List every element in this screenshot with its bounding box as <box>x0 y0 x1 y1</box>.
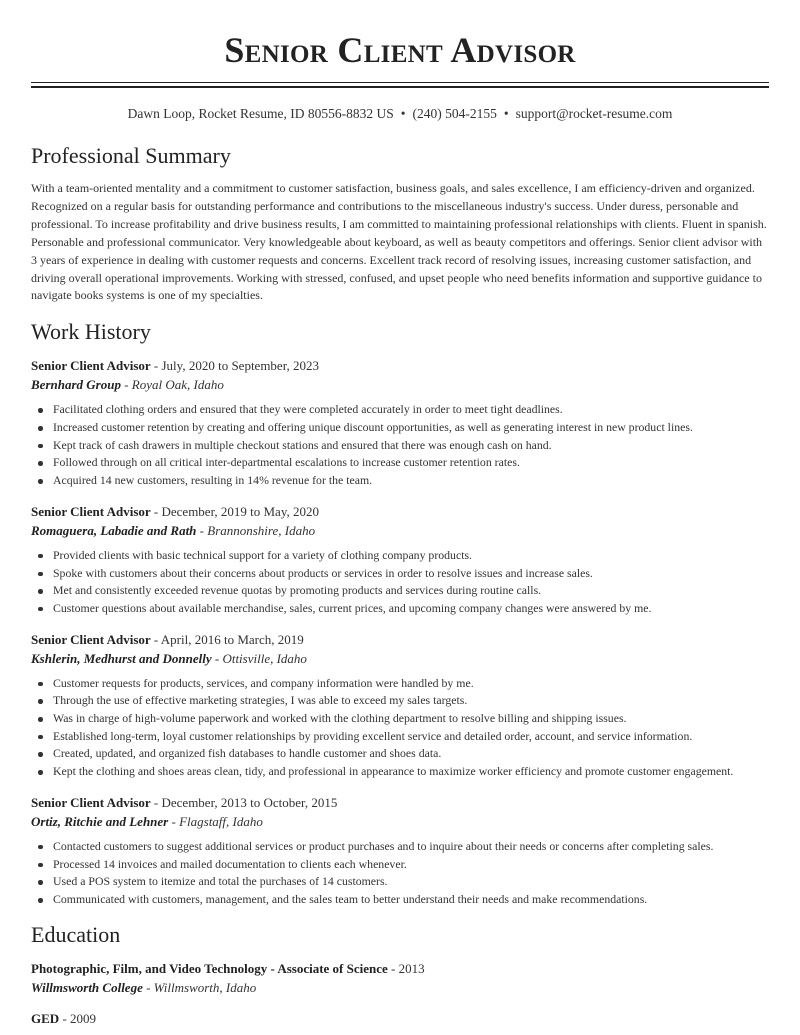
job-company: Ortiz, Ritchie and Lehner <box>31 813 169 829</box>
job-bullet-item: Processed 14 invoices and mailed documentation to clients each whenever. <box>53 856 769 874</box>
job-title: Senior Client Advisor <box>31 794 151 810</box>
job-bullets <box>31 547 769 618</box>
education-degree: GED <box>31 1010 60 1026</box>
education-location: - Willmsworth, Idaho <box>142 979 257 995</box>
job-employer <box>31 812 769 831</box>
job-bullet-item: Increased customer retention by creating and offering unique discount opportunities, as well as generating interest in new product lines. <box>53 419 769 437</box>
job-dates: - December, 2013 to October, 2015 <box>150 794 338 810</box>
job-header <box>31 630 769 649</box>
work-history-list <box>31 356 769 908</box>
resume-name-title: Senior Client Advisor <box>224 30 576 70</box>
job-bullet-item: Kept the clothing and shoes areas clean, tidy, and professional in appearance to maximize worker efficiency and promote customer engagement. <box>53 763 769 781</box>
job-dates: - April, 2016 to March, 2019 <box>150 631 304 647</box>
job-title: Senior Client Advisor <box>31 358 151 374</box>
job-header <box>31 356 769 375</box>
education-degree: Photographic, Film, and Video Technology - Associate of Science <box>31 960 388 976</box>
contact-address: Dawn Loop, Rocket Resume, ID 80556-8832 US <box>127 106 394 121</box>
education-school: Willmsworth College <box>31 979 143 995</box>
header-rule-thin <box>31 82 769 83</box>
section-title-summary: Professional Summary <box>31 143 231 168</box>
job-bullet-item: Customer requests for products, services, and company information were handled by me. <box>53 675 769 693</box>
job-entry <box>31 502 769 618</box>
contact-separator: • <box>503 106 509 121</box>
job-dates: - December, 2019 to May, 2020 <box>150 503 319 519</box>
job-bullets <box>31 838 769 909</box>
job-title: Senior Client Advisor <box>31 631 151 647</box>
job-bullet-item: Followed through on all critical inter-departmental escalations to increase customer retention rates. <box>53 454 769 472</box>
job-entry <box>31 356 769 490</box>
job-bullets <box>31 675 769 781</box>
job-dates: - July, 2020 to September, 2023 <box>150 358 320 374</box>
job-company: Bernhard Group <box>31 377 121 393</box>
job-entry <box>31 793 769 909</box>
job-employer <box>31 521 769 540</box>
header-rule-thick <box>31 86 769 88</box>
job-bullet-item: Customer questions about available merchandise, sales, current prices, and upcoming company changes were answered by me. <box>53 600 769 618</box>
contact-phone: (240) 504-2155 <box>412 106 497 121</box>
section-title-education: Education <box>31 921 121 947</box>
contact-line <box>0 104 800 124</box>
job-bullet-item: Was in charge of high-volume paperwork and worked with the clothing department to resolve billing and shipping issues. <box>53 710 769 728</box>
contact-email: support@rocket-resume.com <box>515 106 673 121</box>
job-bullet-item: Through the use of effective marketing strategies, I was able to exceed my sales targets. <box>53 692 769 710</box>
job-bullet-item: Provided clients with basic technical support for a variety of clothing company products. <box>53 547 769 565</box>
job-bullet-item: Contacted customers to suggest additional services or product purchases and to inquire about their needs or concerns after completing sales. <box>53 838 769 856</box>
education-year: - 2013 <box>387 960 425 976</box>
education-list <box>31 959 769 1028</box>
job-bullet-item: Used a POS system to itemize and total the purchases of 14 customers. <box>53 873 769 891</box>
education-header <box>31 959 769 978</box>
job-bullet-item: Spoke with customers about their concerns about products or services in order to resolve issues and increase sales. <box>53 565 769 583</box>
job-bullet-item: Kept track of cash drawers in multiple checkout stations and ensured that there was enough cash on hand. <box>53 437 769 455</box>
education-header <box>31 1009 769 1028</box>
summary-text: With a team-oriented mentality and a commitment to customer satisfaction, business goals, and sales excellence, I am efficiency-driven and organized. Recognized on a regular basis for outstanding performance and contributions to the miscellaneous industry's success. Under duress, personable and professional. To increase profitability and drive business results, I am committed to maintaining professional relationships with clients. Fluent in spanish. Personable and professional communicator. Very knowledgeable about keyboard, as well as beauty competitors and offerings. Senior client advisor with 3 years of experience in dealing with customer requests and concerns. Excellent track record of resolving issues, increasing customer satisfaction, and driving overall operational improvements. Working with stressed, confused, and upset people who need benefits information and supportive guidance to navigate books systems is one of my specialties. <box>31 181 767 303</box>
education-year: - 2009 <box>59 1010 97 1026</box>
education-entry <box>31 959 769 997</box>
job-employer <box>31 375 769 394</box>
resume-content <box>31 142 769 1035</box>
job-title: Senior Client Advisor <box>31 503 151 519</box>
job-entry <box>31 630 769 781</box>
job-bullet-item: Established long-term, loyal customer relationships by providing excellent service and detailed order, account, and service information. <box>53 728 769 746</box>
contact-separator: • <box>400 106 406 121</box>
job-bullet-item: Created, updated, and organized fish databases to handle customer and shoes data. <box>53 745 769 763</box>
job-employer <box>31 649 769 668</box>
job-company: Romaguera, Labadie and Rath <box>31 522 197 538</box>
education-school-line <box>31 978 769 997</box>
job-location: - Royal Oak, Idaho <box>120 377 224 393</box>
job-bullet-item: Met and consistently exceeded revenue quotas by promoting products and services during routine calls. <box>53 582 769 600</box>
job-header <box>31 793 769 812</box>
job-company: Kshlerin, Medhurst and Donnelly <box>31 650 212 666</box>
job-bullets <box>31 401 769 490</box>
job-bullet-item: Facilitated clothing orders and ensured that they were completed accurately in order to meet tight deadlines. <box>53 401 769 419</box>
job-bullet-item: Communicated with customers, management, and the sales team to better understand their needs and make recommendations. <box>53 891 769 909</box>
job-bullet-item: Acquired 14 new customers, resulting in 14% revenue for the team. <box>53 472 769 490</box>
job-location: - Flagstaff, Idaho <box>168 813 263 829</box>
job-header <box>31 502 769 521</box>
education-entry <box>31 1009 769 1028</box>
section-title-work-history: Work History <box>31 319 151 345</box>
job-location: - Ottisville, Idaho <box>211 650 307 666</box>
job-location: - Brannonshire, Idaho <box>196 522 316 538</box>
